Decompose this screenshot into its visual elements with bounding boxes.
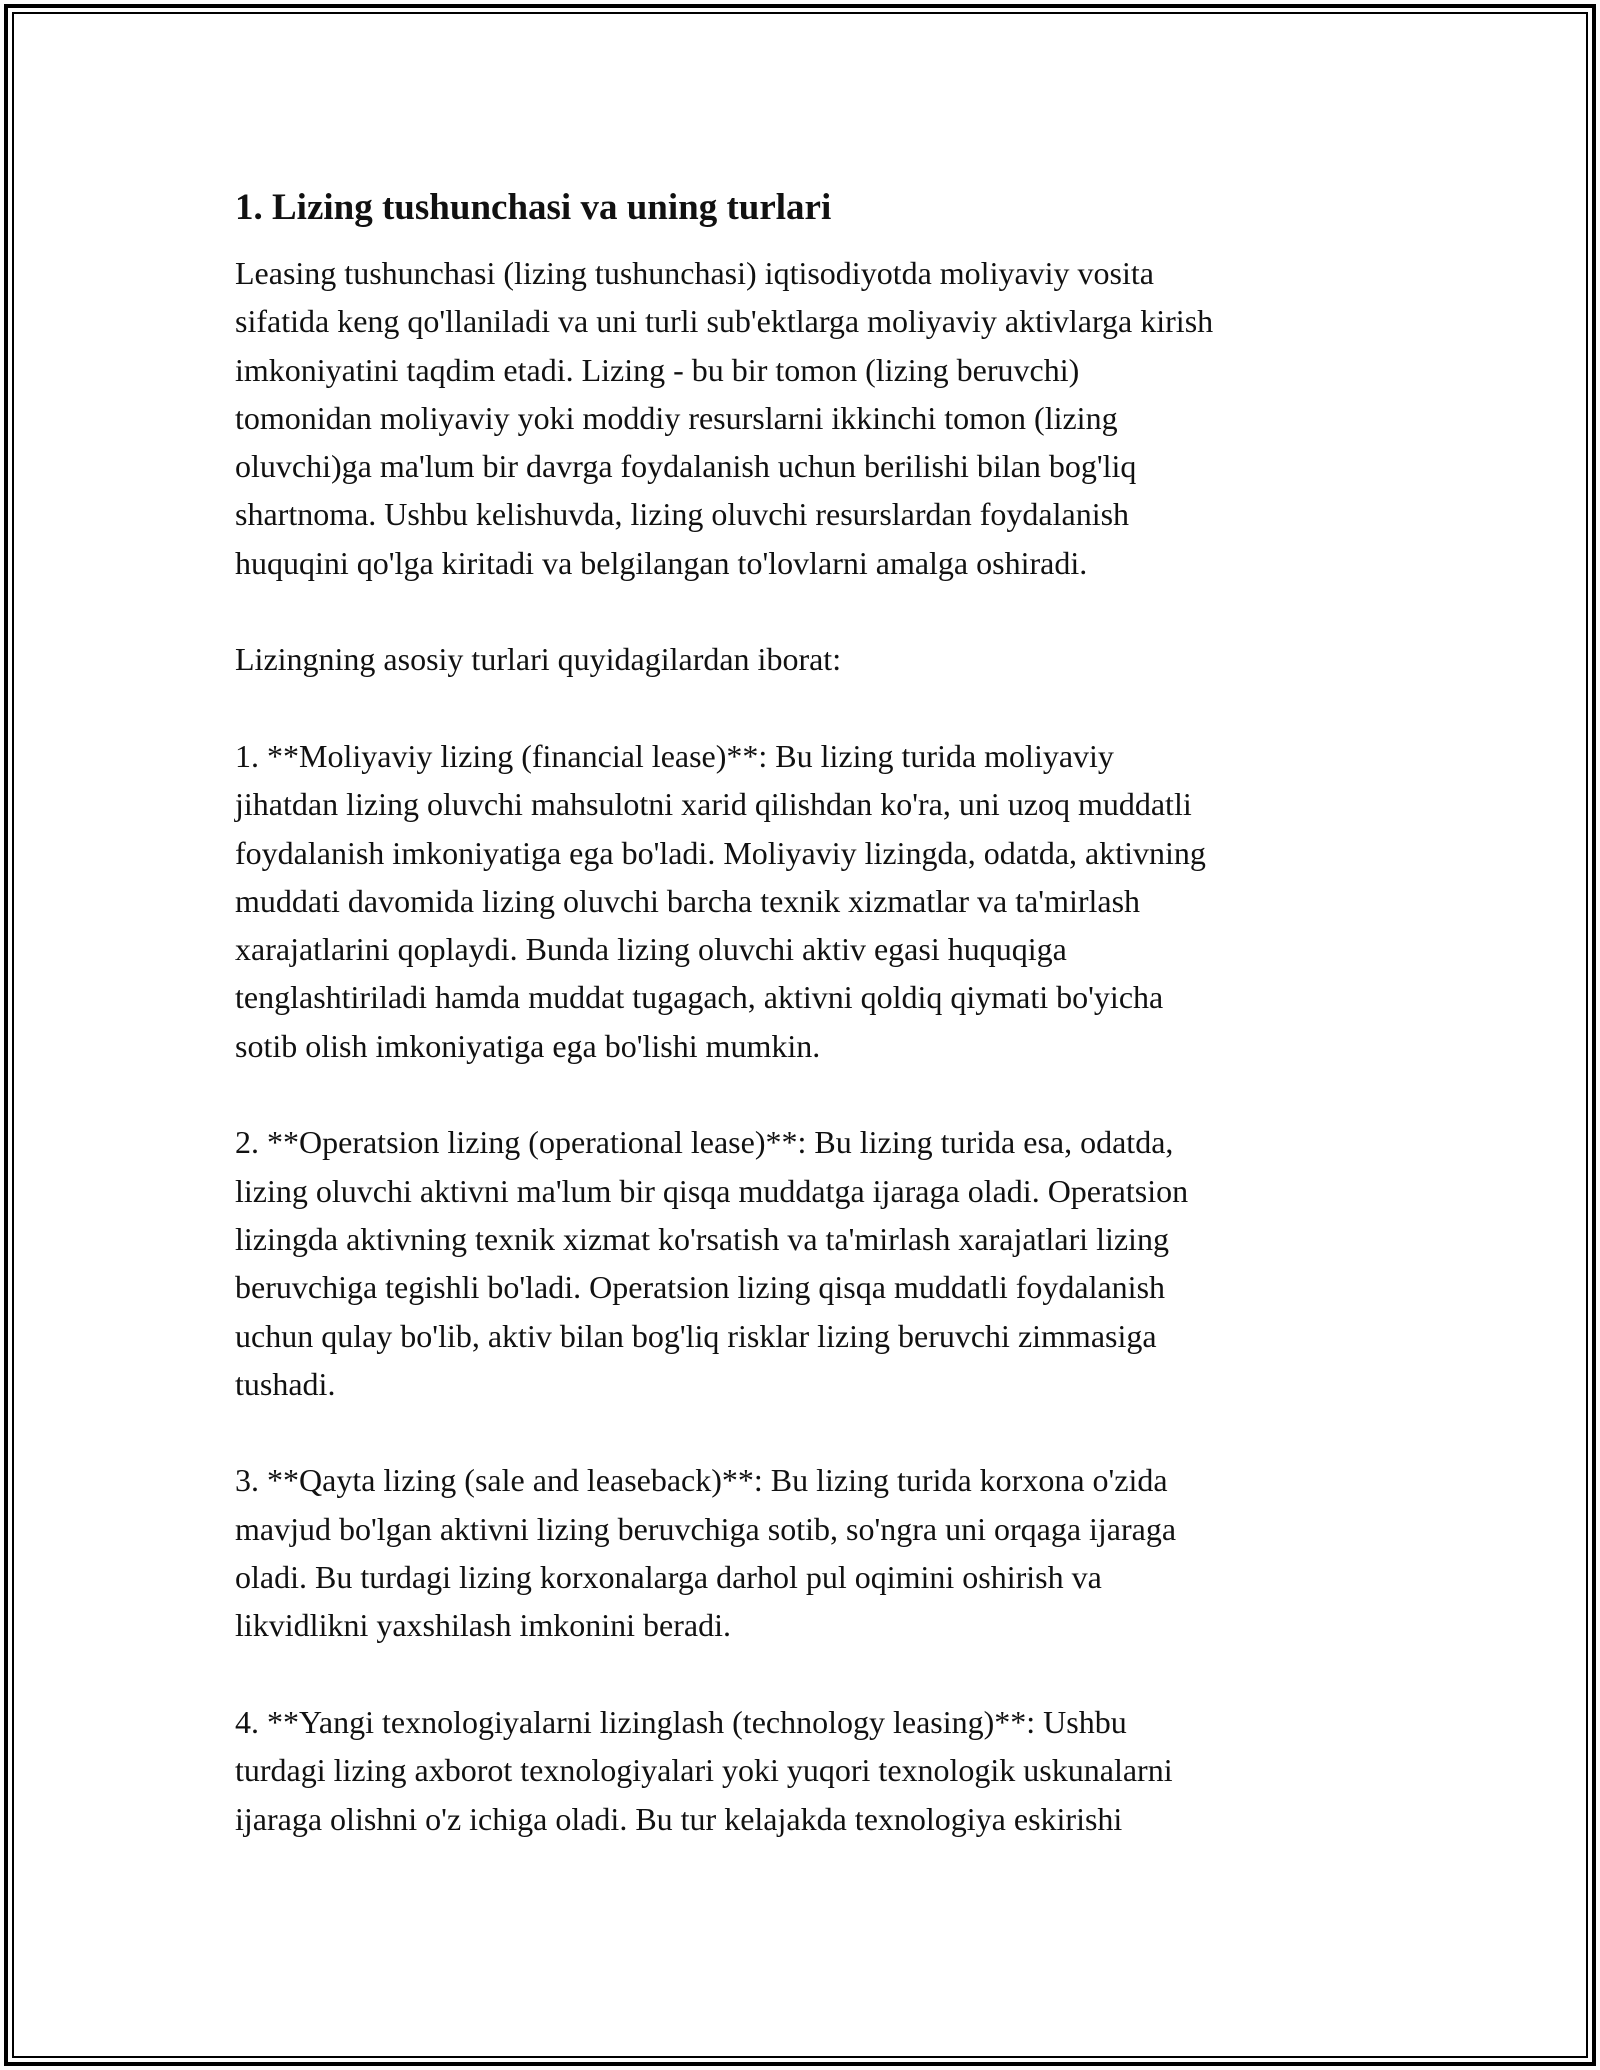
paragraph-technology-leasing: 4. **Yangi texnologiyalarni lizinglash (technology leasing)**: Ushbu turdagi lizing axborot texnologiyalari yoki yuqori texnologik uskunalarni ijaraga olishni o'z ichiga oladi. Bu tur kelajakda texnologiya eskirishi: [235, 1703, 1173, 1837]
paragraph-types-intro: Lizingning asosiy turlari quyidagilardan iborat:: [235, 641, 842, 678]
document-body: [235, 185, 1365, 1891]
paragraph-sale-leaseback: 3. **Qayta lizing (sale and leaseback)**: Bu lizing turida korxona o'zida mavjud bo'lgan aktivni lizing beruvchiga sotib, so'ngra uni orqaga ijaraga oladi. Bu turdagi lizing korxonalarga darhol pul oqimini oshirish va likvidlikni yaxshilash imkonini beradi.: [235, 1462, 1177, 1644]
paragraph-operational-lease: 2. **Operatsion lizing (operational lease)**: Bu lizing turida esa, odatda, lizing oluvchi aktivni ma'lum bir qisqa muddatga ijaraga oladi. Operatsion lizingda aktivning texnik xizmat ko'rsatish va ta'mirlash xarajatlari lizing beruvchiga tegishli bo'ladi. Operatsion lizing qisqa muddatli foydalanish uchun qulay bo'lib, aktiv bilan bog'liq risklar lizing beruvchi zimmasiga tushadi.: [235, 1124, 1189, 1402]
paragraph-financial-lease: 1. **Moliyaviy lizing (financial lease)**: Bu lizing turida moliyaviy jihatdan lizing oluvchi mahsulotni xarid qilishdan ko'ra, uni uzoq muddatli foydalanish imkoniyatiga ega bo'ladi. Moliyaviy lizingda, odatda, aktivning muddati davomida lizing oluvchi barcha texnik xizmatlar va ta'mirlash xarajatlarini qoplaydi. Bunda lizing oluvchi aktiv egasi huquqiga tenglashtiriladi hamda muddat tugagach, aktivni qoldiq qiymati bo'yicha sotib olish imkoniyatiga ega bo'lishi mumkin.: [235, 737, 1206, 1064]
paragraph-definition: Leasing tushunchasi (lizing tushunchasi) iqtisodiyotda moliyaviy vosita sifatida keng qo'llaniladi va uni turli sub'ektlarga moliyaviy aktivlarga kirish imkoniyatini taqdim etadi. Lizing - bu bir tomon (lizing beruvchi) tomonidan moliyaviy yoki moddiy resurslarni ikkinchi tomon (lizing oluvchi)ga ma'lum bir davrga foydalanish uchun berilishi bilan bog'liq shartnoma. Ushbu kelishuvda, lizing oluvchi resurslardan foydalanish huquqini qo'lga kiritadi va belgilangan to'lovlarni amalga oshiradi.: [235, 255, 1214, 581]
page-title: 1. Lizing tushunchasi va uning turlari: [235, 187, 832, 228]
